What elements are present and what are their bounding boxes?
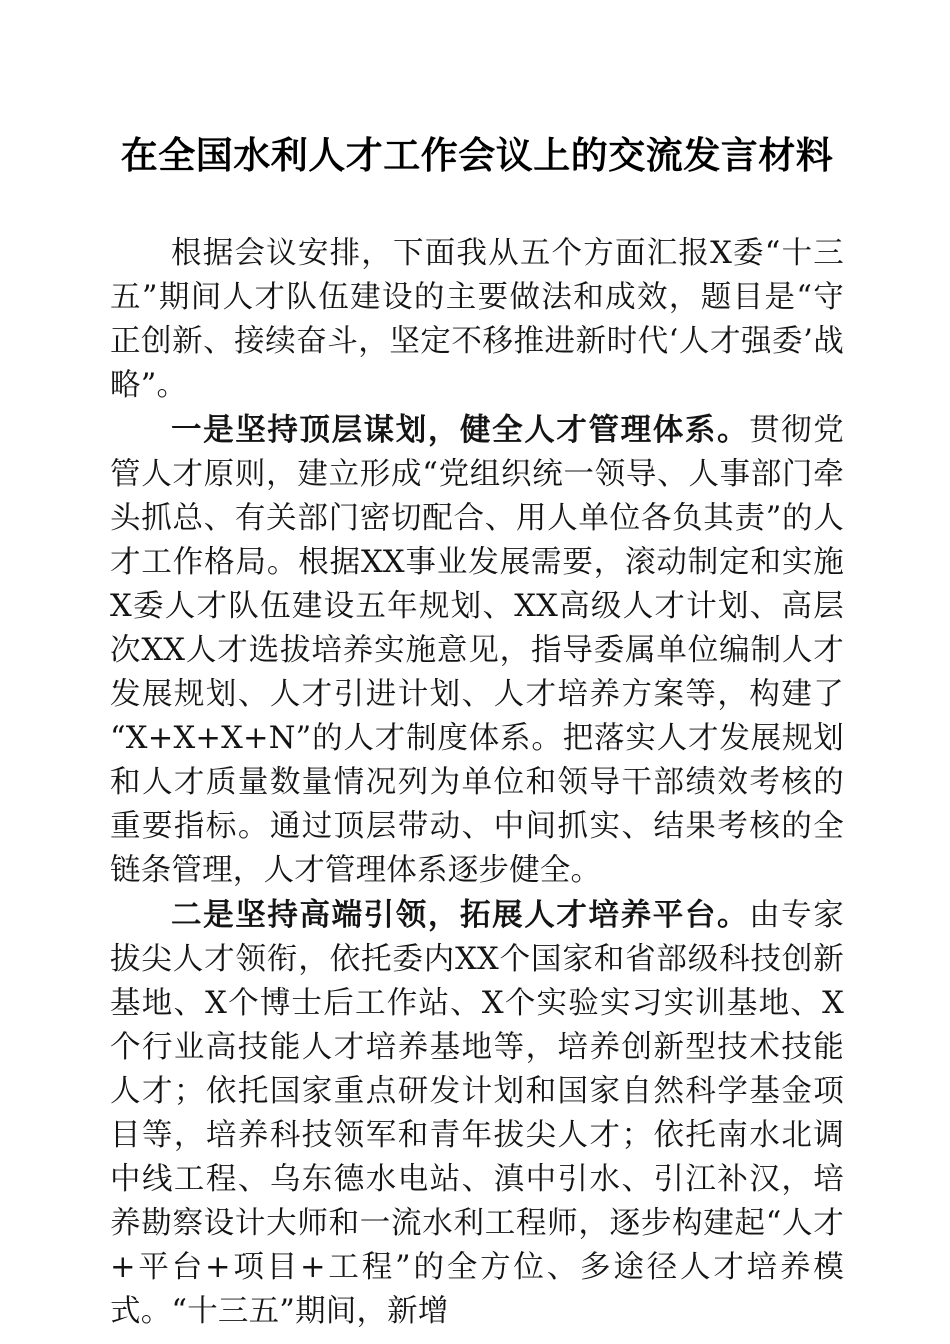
paragraph-point-one: [110, 408, 844, 893]
paragraph-point-two: [110, 893, 844, 1334]
document-body: [110, 0, 844, 1334]
paragraph-point-two-text: 由专家拔尖人才领衔，依托委内XX个国家和省部级科技创新基地、X个博士后工作站、X个实验实习实训基地、X个行业高技能人才培养基地等，培养创新型技术技能人才；依托国家重点研发计划和国家自然科学基金项目等，培养科技领军和青年拔尖人才；依托南水北调中线工程、乌东德水电站、滇中引水、引江补汉，培养勘察设计大师和一流水利工程师，逐步构建起“人才+平台+项目+工程”的全方位、多途径人才培养模式。“十三五”期间，新增: [110, 898, 844, 1329]
page-title: 在全国水利人才工作会议上的交流发言材料: [120, 133, 834, 177]
paragraph-intro-text: 根据会议安排，下面我从五个方面汇报X委“十三五”期间人才队伍建设的主要做法和成效，题目是“守正创新、接续奋斗，坚定不移推进新时代‘人才强委’战略”。: [110, 236, 844, 403]
paragraph-point-one-text: 贯彻党管人才原则，建立形成“党组织统一领导、人事部门牵头抓总、有关部门密切配合、用人单位各负其责”的人才工作格局。根据XX事业发展需要，滚动制定和实施X委人才队伍建设五年规划、XX高级人才计划、高层次XX人才选拔培养实施意见，指导委属单位编制人才发展规划、人才引进计划、人才培养方案等，构建了“X+X+X+N”的人才制度体系。把落实人才发展规划和人才质量数量情况列为单位和领导干部绩效考核的重要指标。通过顶层带动、中间抓实、结果考核的全链条管理，人才管理体系逐步健全。: [110, 413, 844, 888]
paragraph-point-one-lead: 一是坚持顶层谋划，健全人才管理体系。: [171, 412, 750, 448]
paragraph-point-two-lead: 二是坚持高端引领，拓展人才培养平台。: [171, 897, 750, 933]
paragraph-intro: [110, 231, 844, 408]
